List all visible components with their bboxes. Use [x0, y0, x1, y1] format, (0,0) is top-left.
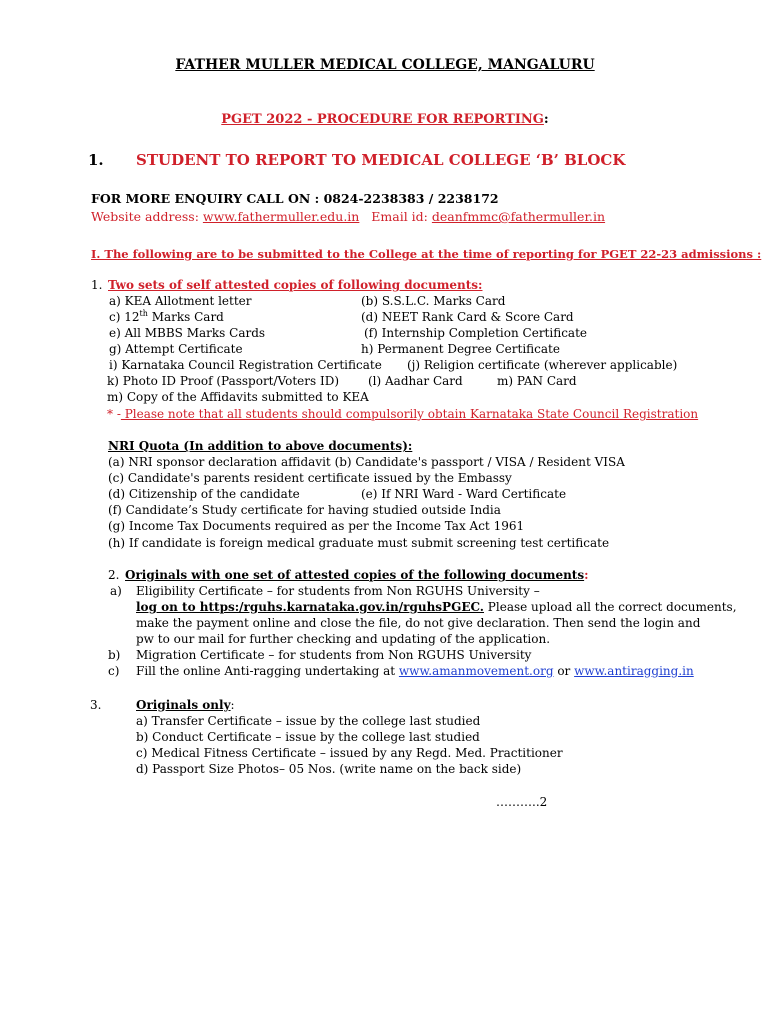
nri-line: (h) If candidate is foreign medical graduate must submit screening test certificate [108, 536, 610, 550]
website-label: Website address: [91, 209, 199, 224]
registration-note: * - Please note that all students should compulsorily obtain Karnataka State Council Registration [107, 407, 699, 421]
doc-item-e: e) All MBBS Marks Cards [109, 326, 266, 340]
part2-a-line3: make the payment online and close the file, do not give declaration. Then send the login and [136, 616, 701, 630]
doc-item-d: (d) NEET Rank Card & Score Card [361, 310, 574, 324]
doc-item-pan: m) PAN Card [497, 374, 577, 388]
email-label: Email id: [371, 209, 428, 224]
part2-a-text: Eligibility Certificate – for students from Non RGUHS University – [136, 584, 540, 598]
rguhs-link[interactable]: log on to https:/rguhs.karnataka.gov.in/rguhsPGEC. [136, 600, 484, 614]
part2-a-label: a) [110, 584, 122, 598]
doc-item-f: (f) Internship Completion Certificate [364, 326, 588, 340]
originals-item: d) Passport Size Photos– 05 Nos. (write name on the back side) [136, 762, 522, 776]
email-link[interactable]: deanfmmc@fathermuller.in [431, 209, 606, 224]
part2-c-label: c) [108, 664, 120, 678]
nri-line: (c) Candidate's parents resident certificate issued by the Embassy [108, 471, 512, 485]
doc-item-a: a) KEA Allotment letter [109, 294, 252, 308]
doc-item-h: h) Permanent Degree Certificate [361, 342, 560, 356]
nri-line: (e) If NRI Ward - Ward Certificate [361, 487, 567, 501]
subtitle-text: PGET 2022 - PROCEDURE FOR REPORTING [221, 112, 544, 127]
doc-item-k: k) Photo ID Proof (Passport/Voters ID) [107, 374, 340, 388]
part3-number: 3. [90, 698, 102, 712]
nri-line: (g) Income Tax Documents required as per the Income Tax Act 1961 [108, 519, 525, 533]
part2-number: 2. [108, 568, 120, 582]
doc-item-j: (j) Religion certificate (wherever applicable) [407, 358, 678, 372]
doc-item-b: (b) S.S.L.C. Marks Card [361, 294, 506, 308]
amanmovement-link[interactable]: www.amanmovement.org [398, 664, 554, 678]
document-subtitle [0, 112, 770, 127]
doc-item-l: (l) Aadhar Card [368, 374, 463, 388]
doc-item-g: g) Attempt Certificate [109, 342, 243, 356]
doc-item-m: m) Copy of the Affidavits submitted to KEA [107, 390, 369, 404]
nri-heading: NRI Quota (In addition to above documents): [108, 439, 413, 453]
part2-a-line2: log on to https:/rguhs.karnataka.gov.in/rguhsPGEC. Please upload all the correct documents, [136, 600, 737, 614]
enquiry-line: FOR MORE ENQUIRY CALL ON : 0824-2238383 / 2238172 [91, 191, 499, 206]
step1-number: 1. [88, 151, 104, 169]
page-continuation-marker: ………..2 [496, 795, 548, 809]
part2-c-text: Fill the online Anti-ragging undertaking at www.amanmovement.org or www.antiragging.in [136, 664, 694, 678]
part2-heading: Originals with one set of attested copies of the following documents: [125, 568, 589, 582]
nri-line: (d) Citizenship of the candidate [108, 487, 300, 501]
doc-item-c: c) 12th Marks Card [109, 309, 224, 324]
originals-item: c) Medical Fitness Certificate – issued by any Regd. Med. Practitioner [136, 746, 563, 760]
subtitle-colon: : [543, 112, 549, 127]
originals-item: b) Conduct Certificate – issue by the college last studied [136, 730, 480, 744]
website-line [91, 209, 605, 224]
originals-item: a) Transfer Certificate – issue by the college last studied [136, 714, 481, 728]
part3-heading: Originals only: [136, 698, 235, 712]
step1-heading: STUDENT TO REPORT TO MEDICAL COLLEGE ‘B’ BLOCK [136, 151, 626, 169]
antiragging-link[interactable]: www.antiragging.in [574, 664, 694, 678]
website-link[interactable]: www.fathermuller.edu.in [202, 209, 360, 224]
part2-b-text: Migration Certificate – for students from Non RGUHS University [136, 648, 532, 662]
section1-heading: I. The following are to be submitted to the College at the time of reporting for PGET 22-23 admissions : [91, 247, 762, 261]
part2-b-label: b) [108, 648, 121, 662]
document-title: FATHER MULLER MEDICAL COLLEGE, MANGALURU [175, 57, 595, 73]
part2-a-line4: pw to our mail for further checking and updating of the application. [136, 632, 551, 646]
part1-heading: Two sets of self attested copies of following documents: [108, 278, 483, 292]
doc-item-i: i) Karnataka Council Registration Certificate [109, 358, 382, 372]
nri-line: (a) NRI sponsor declaration affidavit (b) Candidate's passport / VISA / Resident VISA [108, 455, 625, 469]
part1-number: 1. [91, 278, 103, 292]
nri-line: (f) Candidate’s Study certificate for having studied outside India [108, 503, 501, 517]
